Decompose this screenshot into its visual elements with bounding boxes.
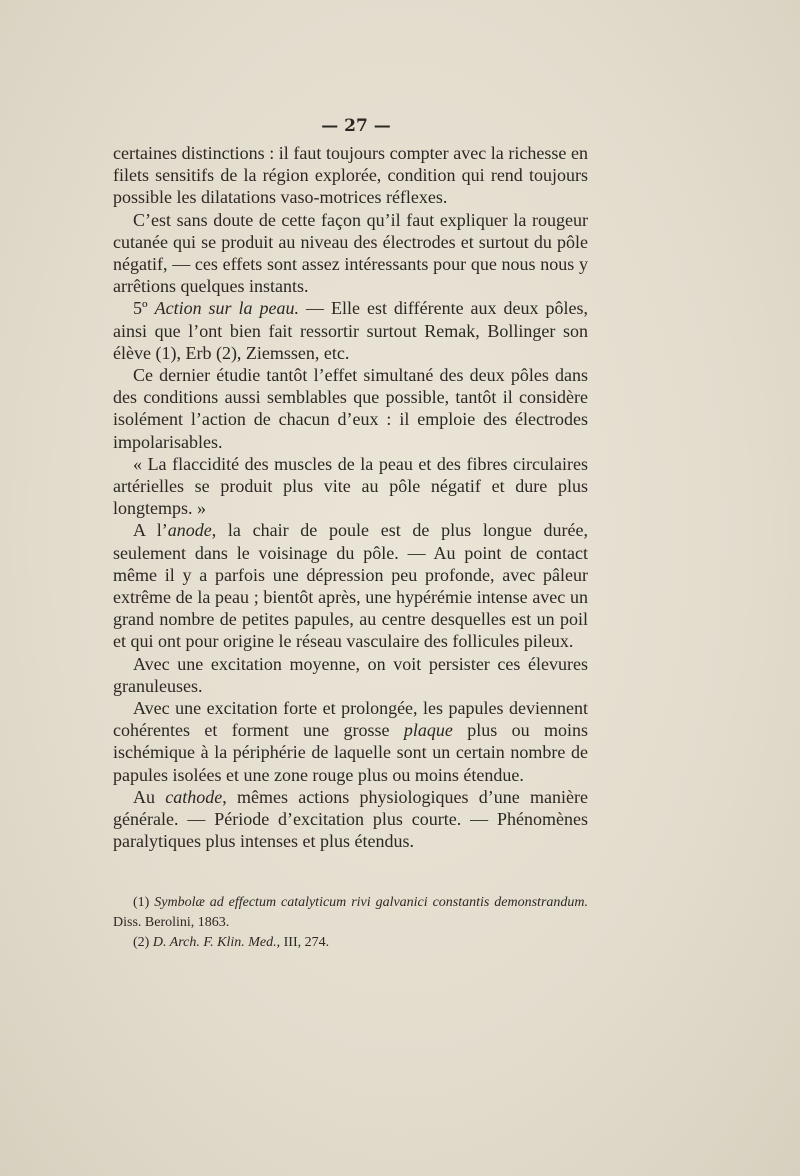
paragraph-8 (113, 697, 588, 786)
paragraph-7: Avec une excitation moyenne, on voit persister ces élevures granuleuses. (113, 653, 588, 696)
footnotes (113, 893, 588, 953)
paragraph-6-lead: A l’ (133, 520, 168, 541)
section-title: Action sur la peau. (154, 298, 300, 319)
paragraph-3-text: — Elle est différente aux deux pôles, ainsi que l’ont bien fait ressortir surtout Remak, Bollinger son élève (1), Erb (2), Ziemssen, etc. (113, 298, 588, 363)
footnote-2 (113, 933, 588, 953)
paragraph-9-lead: Au (133, 786, 166, 807)
paragraph-6 (113, 519, 588, 652)
plaque-term: plaque (403, 720, 453, 741)
footnote-2-mark: (2) (133, 935, 153, 950)
body-text (113, 142, 588, 853)
footnote-1-text: Diss. Berolini, 1863. (113, 915, 230, 930)
paragraph-9-text: , mêmes actions physiologiques d’une manière générale. — Période d’excitation plus courte. — Phénomènes paralytiques plus intenses et plus étendus. (113, 786, 588, 852)
paragraph-8-text: plus ou moins ischémique à la périphérie de laquelle sont un certain nombre de papules isolées et une zone rouge plus ou moins étendue. (113, 720, 588, 785)
paragraph-9 (113, 786, 588, 853)
footnote-2-text: , III, 274. (276, 935, 330, 950)
paragraph-6-text: , la chair de poule est de plus longue durée, seulement dans le voisinage du pôle. — Au point de contact même il y a parfois une dépression peu profonde, avec pâleur extrême de la peau ; bientôt après, une hypérémie intense avec un grand nombre de petites papules, au centre desquelles est un poil et qui ont pour origine le réseau vasculaire des follicules pileux. (113, 520, 588, 652)
cathode-term: cathode (165, 786, 223, 807)
paragraph-4: Ce dernier étudie tantôt l’effet simultané des deux pôles dans des conditions aussi semblables que possible, tantôt il considère isolément l’action de chacun d’eux : il emploie des électrodes impolarisables. (113, 365, 588, 452)
footnote-1 (113, 893, 588, 933)
paragraph-2: C’est sans doute de cette façon qu’il faut expliquer la rougeur cutanée qui se produit au niveau des électrodes et surtout du pôle négatif, — ces effets sont assez intéressants pour que nous nous y arrêtions quelques instants. (113, 209, 588, 297)
page-number: — 27 — (321, 116, 391, 136)
anode-term: anode (167, 520, 212, 541)
footnote-2-title: D. Arch. F. Klin. Med. (152, 935, 277, 950)
paragraph-1: certaines distinctions : il faut toujours compter avec la richesse en filets sensitifs de la région explorée, condition qui rend toujours possible les dilatations vaso-motrices réflexes. (113, 143, 588, 208)
paragraph-3 (113, 297, 588, 364)
footnote-1-title: Symbolæ ad effectum catalyticum rivi galvanici constantis demonstrandum. (154, 895, 588, 910)
footnote-1-mark: (1) (133, 895, 155, 910)
section-number: 5º (133, 298, 148, 319)
paragraph-5: « La flaccidité des muscles de la peau et des fibres circulaires artérielles se produit plus vite au pôle négatif et dure plus longtemps. » (113, 453, 588, 519)
paragraph-8-lead: Avec une excitation forte et prolongée, les papules deviennent cohérentes et forment une grosse (113, 698, 588, 741)
